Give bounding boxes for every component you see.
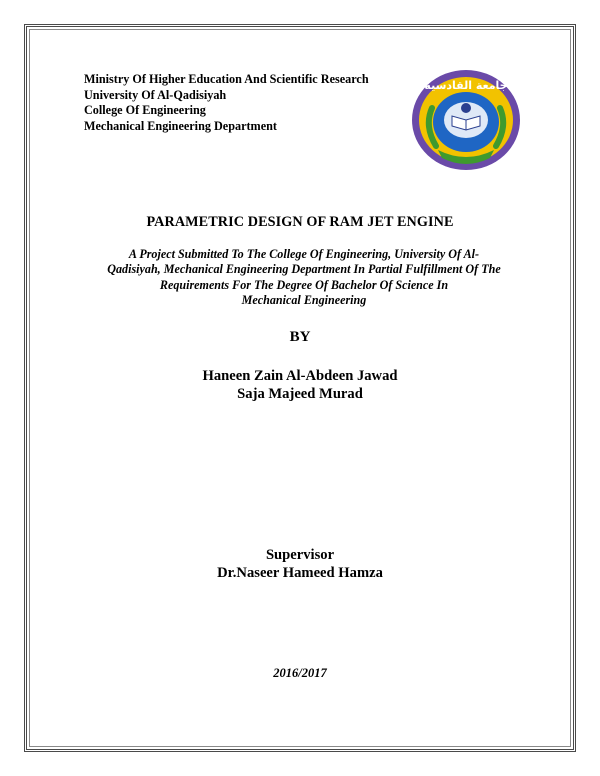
ministry-line: Ministry Of Higher Education And Scientific Research bbox=[84, 72, 369, 86]
university-seal-logo bbox=[410, 68, 522, 172]
project-subtitle bbox=[78, 247, 530, 308]
academic-year: 2016/2017 bbox=[273, 666, 327, 680]
supervisor-name: Dr.Naseer Hameed Hamza bbox=[217, 565, 383, 581]
subtitle-line: Qadisiyah, Mechanical Engineering Department In Partial Fulfillment Of The bbox=[107, 262, 501, 277]
university-line: University Of Al-Qadisiyah bbox=[84, 87, 227, 102]
college-line: College Of Engineering bbox=[84, 103, 206, 118]
department-line: Mechanical Engineering Department bbox=[84, 118, 277, 133]
seal-arabic-text: جامعة القادسية bbox=[424, 79, 508, 92]
author-name: Saja Majeed Murad bbox=[237, 386, 363, 402]
author-name: Haneen Zain Al-Abdeen Jawad bbox=[202, 368, 398, 384]
by-label: BY bbox=[289, 329, 311, 345]
author-list bbox=[0, 367, 600, 403]
subtitle-line: Mechanical Engineering bbox=[241, 292, 367, 307]
header-institution bbox=[84, 72, 369, 134]
supervisor-block bbox=[0, 546, 600, 582]
document-title: PARAMETRIC DESIGN OF RAM JET ENGINE bbox=[146, 214, 454, 230]
subtitle-line: Requirements For The Degree Of Bachelor Of Science In bbox=[159, 277, 449, 292]
subtitle-line: A Project Submitted To The College Of Engineering, University Of Al- bbox=[128, 247, 480, 261]
supervisor-label: Supervisor bbox=[265, 547, 335, 563]
